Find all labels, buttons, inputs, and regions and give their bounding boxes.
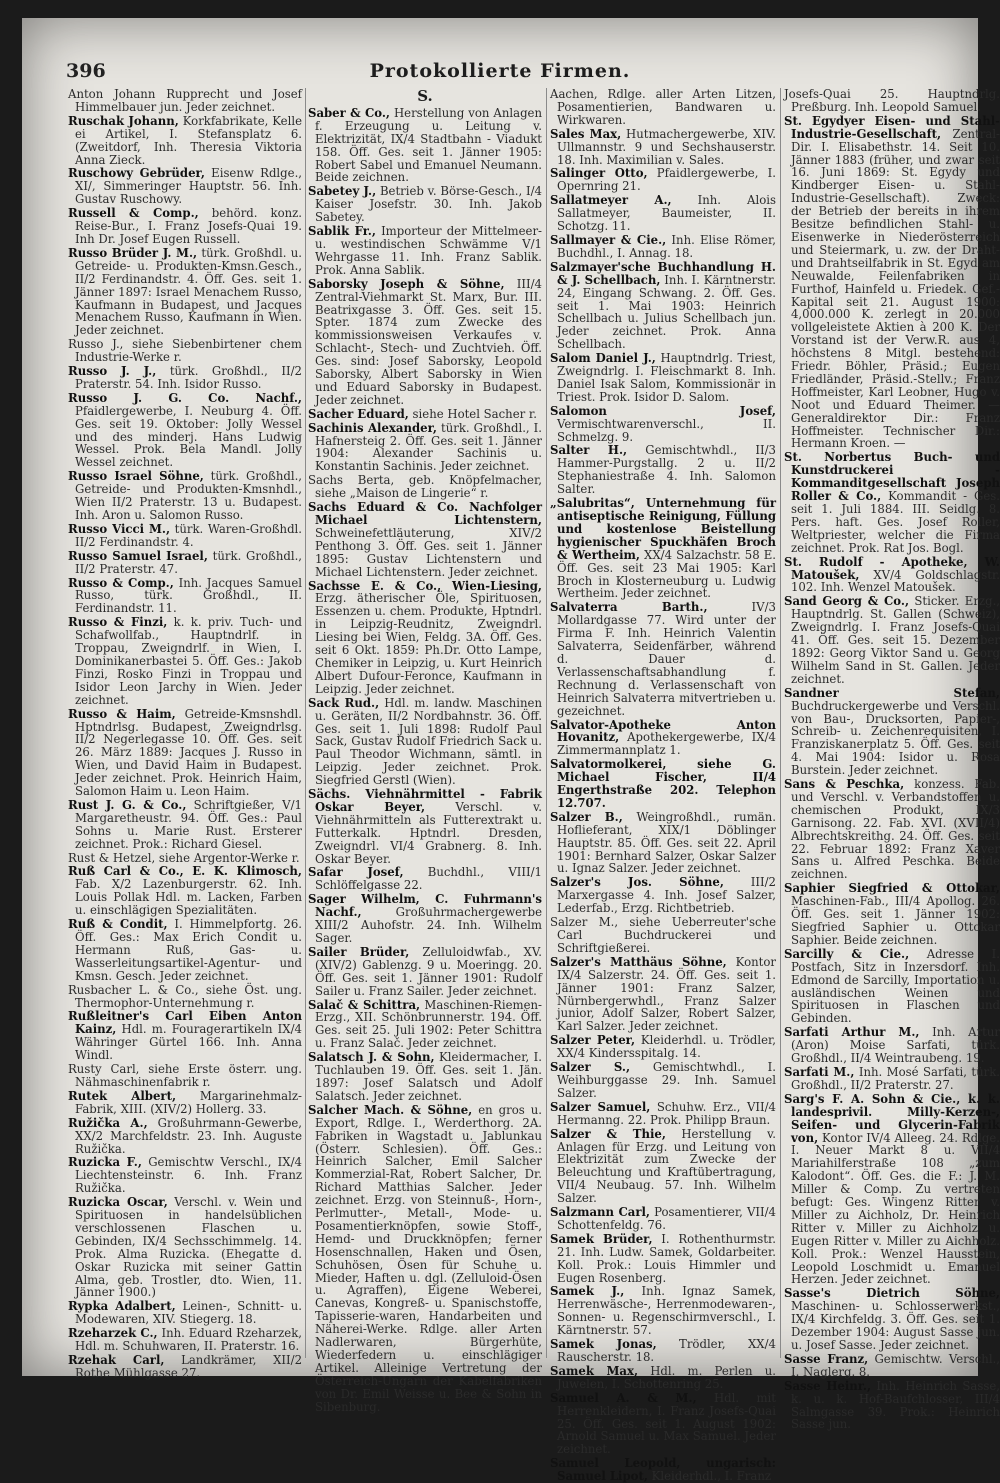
directory-entry bbox=[550, 719, 776, 758]
firm-name: Sasse's Dietrich Söhne, bbox=[784, 1286, 1000, 1301]
entry-text: Erzg. ätherischer Öle, Spirituosen, Essenzen u. chem. Produkte, Hptndrl. in Leipzig-Reudnitz, Zweigndrl. Liesing bei Wien, Feldg. 3A. Öff. Ges. seit 6 Okt. 1859: Ph.Dr. Otto Lampe, Chemiker in Leipzig, u. Kurt Heinrich Albert Dufour-Feronce, Kaufmann in Leipzig. Jeder zeichnet. bbox=[315, 591, 542, 696]
entry-text: Sticker. Erzg., Hauptndrlg. St. Gallen (Schweiz), Zweigndrlg. I. Franz Josefs-Quai 41. Öff. Ges. seit 15. Dezember 1892: Georg Viktor Sand u. Georg Wilhelm Sand in St. Gallen. Jeder zeichnet. bbox=[791, 594, 1000, 686]
entry-text: Adresse I. Postfach, Sitz in Inzersdorf. Inh. Edmond de Sarcilly, Importation u. ausländischen Weinen und Spirituosen in Flaschen und Gebinden. bbox=[791, 946, 1000, 1026]
firm-name: Russo J. G. Co. Nachf., bbox=[68, 390, 302, 405]
firm-name: Sallmayer & Cie., bbox=[550, 232, 667, 247]
entry-text: Landkrämer, XII/2 Rothe Mühlgasse 27. bbox=[75, 1353, 302, 1380]
entry-text: türk. Waren-Großhdl. II/2 Ferdinandstr. 4. bbox=[75, 521, 302, 549]
column-rule bbox=[780, 88, 781, 1358]
firm-name: Samek Max, bbox=[550, 1363, 639, 1378]
directory-entry bbox=[550, 128, 776, 167]
entry-text: Inh. Eduard Rzeharzek, Hdl. m. Schuhwaren, II. Praterstr. 16. bbox=[75, 1326, 302, 1354]
directory-entry bbox=[68, 1354, 302, 1380]
entry-text: III/2 Marxergasse 4. Inh. Josef Salzer, Lederfab., Erzg. Richtbetrieb. bbox=[557, 875, 776, 916]
entry-text: Schuhw. Erz., VII/4 Hermanng. 22. Prok. Philipp Braun. bbox=[557, 1099, 776, 1127]
directory-entry bbox=[550, 1128, 776, 1205]
entry-text: türk. Großhdl., II/2 Praterstr. 54. Inh. Isidor Russo. bbox=[75, 364, 302, 391]
firm-name: Salač & Schittra, bbox=[308, 997, 421, 1012]
directory-entry bbox=[550, 601, 776, 717]
directory-entry bbox=[784, 1380, 1000, 1432]
directory-entry bbox=[308, 788, 542, 865]
entry-text: Herstellung v. Anlagen für Erzg. und Leitung von Elektrizität zum Zwecke der Beleuchtung und Kraftübertragung, VII/4 Neubaug. 57. Inh. Wilhelm Salzer. bbox=[557, 1126, 776, 1206]
entry-text: Inh. I. Kärntnerstr. 24, Eingang Schwang. 2. Öff. Ges. seit 1. Mai 1903: Heinrich Schellbach u. Julius Schellbach jun. Jeder zeichnet. Prok. Anna Schellbach. bbox=[557, 272, 776, 352]
directory-entry bbox=[550, 1365, 776, 1391]
firm-name: Ružička A., bbox=[68, 1115, 148, 1130]
column-rule bbox=[546, 88, 547, 1358]
entry-text: k. k. priv. Tuch- und Schafwollfab., Hauptndrlf. in Troppau, Zweigndrlf. in Wien, I. Dominikanerbastei 5. Öff. Ges.: Jakob Finzi, Rosko Finzi in Troppau und Isidor Leon Jarchy in Wien. Jeder zeichnet. bbox=[75, 615, 302, 707]
directory-entry bbox=[784, 1287, 1000, 1352]
firm-name: Russo & Finzi, bbox=[68, 615, 168, 630]
firm-name: Sack Rud., bbox=[308, 695, 380, 710]
entry-text: Vermischtwarenverschl., II. Schmelzg. 9. bbox=[557, 416, 776, 444]
entry-text: Korkfabrikate, Kelle ei Artikel, I. Stefansplatz 6. (Zweitdorf, Inh. Theresia Viktoria Anna Zieck. bbox=[75, 113, 302, 167]
firm-name: Ruschowy Gebrüder, bbox=[68, 166, 205, 181]
entry-text: Gemischtwhdl., I. Weihburggasse 29. Inh. Samuel Salzer. bbox=[557, 1060, 776, 1100]
entry-text: Schriftgießer, V/1 Margaretheustr. 94. Öff. Ges.: Paul Sohns u. Marie Rust. Ersterer zeichnet. Prok.: Richard Giesel. bbox=[75, 797, 302, 851]
firm-name: Russo Brüder J. M., bbox=[68, 245, 198, 260]
firm-name: Salzer's Matthäus Söhne, bbox=[550, 954, 727, 969]
firm-name: Sarg's F. A. Sohn & Cie., k. k. landesprivil. Milly-Kerzen-, Seifen- und Glycerin-Fabrik von, bbox=[784, 1091, 1000, 1145]
directory-entry bbox=[550, 1206, 776, 1232]
firm-name: Sarcilly & Cie., bbox=[784, 946, 910, 961]
directory-entry bbox=[550, 1392, 776, 1457]
firm-name: Samek Jonas, bbox=[550, 1337, 657, 1352]
directory-entry bbox=[68, 550, 302, 576]
directory-entry bbox=[68, 470, 302, 522]
firm-name: Salzer Peter, bbox=[550, 1033, 636, 1048]
entry-text: Maschinen- u. Schlosserwerkst., IX/4 Kirchfeldg. 3. Öff. Ges. seit 1. Dezember 1904: August Sasse jun. u. Josef Sasse. Jeder zeichnet. bbox=[791, 1299, 1000, 1352]
entry-text: Inh. Elise Römer, Buchdhl., I. Annag. 18. bbox=[557, 232, 776, 260]
firm-name: Salzer S., bbox=[550, 1060, 631, 1075]
firm-name: Salzer's Jos. Söhne, bbox=[550, 875, 724, 890]
entry-text: Maschinen-Riemen-Erzg., XII. Schönbrunnerstr. 194. Öff. Ges. seit 25. Juli 1902: Peter Schittra u. Franz Salač. Jeder zeichnet. bbox=[315, 997, 542, 1051]
firm-name: Saborsky Joseph & Söhne, bbox=[308, 276, 505, 291]
directory-entry bbox=[68, 207, 302, 246]
directory-entry bbox=[784, 1066, 1000, 1092]
entry-text: türk. Großhdl. u. Getreide- u. Produkten-Kmsn.Gesch., II/2 Ferdinandstr. 4. Öff. Ges. seit 1. Jänner 1897: Israel Menachem Russo, Kaufmann in Budapest, und Jacques Menachem Russo, Kaufmann in Wien. Jeder zeichnet. bbox=[75, 245, 302, 338]
firm-name: Salter H., bbox=[550, 443, 628, 458]
firm-name: Salzer & Thie, bbox=[550, 1126, 666, 1141]
firm-name: Sachs Eduard & Co. Nachfolger Michael Lichtenstern, bbox=[308, 500, 542, 527]
firm-name: Samek Brüder, bbox=[550, 1231, 653, 1246]
directory-entry bbox=[68, 247, 302, 337]
firm-name: Salzmann Carl, bbox=[550, 1205, 650, 1220]
directory-entry bbox=[550, 1101, 776, 1127]
firm-name: Salinger Otto, bbox=[550, 166, 648, 181]
firm-name: Sacher Eduard, bbox=[308, 406, 409, 421]
directory-entry bbox=[68, 1327, 302, 1353]
entry-text: Aachen, Rdlge. aller Arten Litzen, Posamentierien, Bandwaren u. Wirkwaren. bbox=[550, 87, 776, 127]
entry-text: Hdl. mit Herrenkleidern, I. Franz Josefs-Quai 25. Öff. Ges. seit 1. August 1902: Arnold Samuel u. Max Samuel. Jeder zeichnet. bbox=[557, 1390, 776, 1457]
entry-text: türk. Großhdl., Getreide- und Produkten-Kmsnhdl., Wien II/2 Praterstr. 13 u. Budapest. Inh. Aron u. Salomon Russo. bbox=[75, 469, 302, 522]
firm-name: St. Rudolf - Apotheke, W. Matoušek, bbox=[784, 554, 1000, 582]
directory-entry bbox=[68, 1300, 302, 1326]
entry-text: Hdl. m. landw. Maschinen u. Geräten, II/2 Nordbahnstr. 36. Öff. Ges. seit 1. Juli 1898: Rudolf Paul Sack, Gustav Rudolf Friedrich Sack u. Paul Theodor Wichmann, sämtl. in Leipzig. Jeder zeichnet. Prok. Siegfried Gerstl (Wien). bbox=[315, 695, 543, 788]
firm-name: St. Norbertus Buch- und Kunstdruckerei - Kommanditgesellschaft Joseph Roller & Co., bbox=[784, 450, 1000, 504]
directory-entry bbox=[784, 1026, 1000, 1065]
directory-entry bbox=[550, 876, 776, 915]
directory-entry bbox=[308, 107, 542, 184]
directory-entry bbox=[308, 422, 542, 474]
firm-name: Rzeharzek C., bbox=[68, 1326, 158, 1341]
firm-name: Sasse Franz, bbox=[784, 1351, 869, 1366]
entry-text: Buchdhl., VIII/1 Schlöffelgasse 22. bbox=[315, 865, 542, 893]
firm-name: Safar Josef, bbox=[308, 865, 404, 880]
directory-entry bbox=[550, 811, 776, 876]
page-number: 396 bbox=[66, 60, 106, 82]
firm-name: Saber & Co., bbox=[308, 105, 391, 120]
directory-entry bbox=[308, 278, 542, 407]
directory-entry bbox=[68, 1063, 302, 1089]
directory-entry bbox=[308, 697, 542, 787]
firm-name: Sächs. Viehnährmittel - Fabrik Oskar Beyer, bbox=[308, 787, 542, 814]
entry-text: türk. Großhdl., II/2 Praterstr. 47. bbox=[75, 548, 303, 576]
directory-entry bbox=[784, 1353, 1000, 1379]
firm-name: Salzmayer'sche Buchhandlung H. & J. Schellbach, bbox=[550, 259, 776, 287]
column-3 bbox=[550, 87, 777, 1483]
entry-text: behörd. konz. Reise-Bur., I. Franz Josefs-Quai 19. Inh Dr. Josef Eugen Russell. bbox=[75, 206, 302, 246]
directory-entry bbox=[68, 167, 302, 206]
entry-text: Hdl. m. Fouragerartikeln IX/4 Währinger Gürtel 166. Inh. Anna Windl. bbox=[75, 1022, 302, 1063]
entry-text: Weingroßhdl., rumän. Hoflieferant, XIX/1 Döblinger Hauptstr. 85. Öff. Ges. seit 22. April 1901: Bernhard Salzer, Oskar Salzer u. Ignaz Salzer. Jeder zeichnet. bbox=[557, 809, 776, 876]
directory-entry bbox=[784, 595, 1000, 685]
directory-entry bbox=[68, 392, 302, 469]
running-head: Protokollierte Firmen. bbox=[369, 60, 631, 82]
directory-entry bbox=[550, 956, 776, 1033]
entry-text: Josefs-Quai 25. Hauptndrlg. Preßburg. Inh. Leopold Samuel. bbox=[784, 87, 1000, 114]
directory-entry bbox=[68, 799, 302, 851]
directory-entry bbox=[550, 194, 776, 233]
entry-text: Zentral-Dir. I. Elisabethstr. 14. Seit 10. Jänner 1883 (früher, und zwar seit 16. Juni 1869: St. Egydy und Kindberger Eisen- u. Stahl-Industrie-Gesellschaft). Zweck: der Betrieb der bereits in ihrem Besitze befindlichen Stahl- u. Eisenwerke in Niederösterreich und Steiermark, u. zw. der Draht- und Drahtseilfabrik in St. Egyd am Neuwalde, Feilenfabriken in Furthof, Hainfeld u. Friedek. Gef.-Kapital seit 21. August 1900: 4,000.000 K. zerlegt in 20.000 vollgeleistete Aktien à 200 K. Der Vorstand ist der Verw.R. aus 4, höchstens 8 Mitgl. bestehend: Friedr. Böhler, Präsid.; Eugen Friedländer, Präsid.-Stellv.; Franz Hoffmeister, Karl Leobner, Hugo v. Noot und Eduard Theimer. — Generaldirektor Dir.: Franz Hoffmeister. Technischer Dir.: Hermann Kroen. — bbox=[791, 126, 1000, 451]
entry-text: en gros u. Export, Rdlge. I., Werderthorg. 2A. Fabriken in Wagstadt u. Jablunkau (Österr. Schlesien). Öff. Ges.: Heinrich Salcher, Emil Salcher Kommerzial-Rat, Robert Salcher, Dr. Richard Matthias Salcher. Jeder zeichnet. Erzg. von Steinnuß-, Horn-, Perlmutter-, Metall-, Mode- u. Posamentierknöpfen, sowie Stoff-, Hemd- und Druckknöpfen; ferner Hosenschnallen, Haken und Ösen, Schuhösen, Ösen für Schuhe u. Mieder, Haften u. dgl. (Zelluloid-Ösen u. Agraffen), Eigene Weberei, Canevas, Kongreß- u. Spanischstoffe, Tapisserie-waren, Handarbeiten und Näherei-Werke. Rdlge. aller Arten Nadlerwaren, Bürgerhüte, Wiederfedern u. einschlägiger Artikel. Alleinige Vertretung der Österreich-Ungarn der Kabelfabriken von Dr. Emil Weisse u. Bee & Sohn in Sibenburg. bbox=[315, 1102, 542, 1414]
entry-text: Inh. Alois Sallatmeyer, Baumeister, II. Schotzg. 11. bbox=[557, 193, 776, 234]
directory-entry bbox=[68, 365, 302, 391]
directory-entry bbox=[68, 865, 302, 917]
firm-name: Samuel A. & M., bbox=[550, 1390, 697, 1405]
firm-name: Salcher Mach. & Söhne, bbox=[308, 1102, 473, 1117]
entry-text: Rusty Carl, siehe Erste österr. ung. Nähmaschinenfabrik r. bbox=[68, 1062, 302, 1089]
directory-entry bbox=[550, 1233, 776, 1285]
directory-entry bbox=[308, 185, 542, 224]
directory-entry bbox=[68, 616, 302, 706]
section-letter: S. bbox=[417, 87, 433, 105]
entry-text: Pfaidlergewerbe, I. Opernring 21. bbox=[557, 166, 776, 194]
entry-text: Großuhrmann-Gewerbe, XX/2 Marchfeldstr. 23. Inh. Auguste Ružička. bbox=[75, 1115, 302, 1156]
firm-name: Sachsse E. & Co., Wien-Liesing, bbox=[308, 578, 542, 593]
firm-name: Salvator-Apotheke Anton Hovanitz, bbox=[550, 717, 776, 745]
firm-name: Sandner Stefan, bbox=[784, 685, 1000, 700]
entry-text: Betrieb v. Börse-Gesch., I/4 Kaiser Josefstr. 30. Inh. Jakob Sabetey. bbox=[315, 184, 542, 225]
entry-text: Inh. Heinrich Sasse, k. u. k. Hof-Baufchlosser, III/4 Salmgasse 39. Prok.: Heinrich Sasse jun. bbox=[791, 1378, 1000, 1432]
entry-text: Inh. Artur (Aron) Moise Sarfati, türk. Großhdl., II/4 Weintraubeng. 19. bbox=[791, 1025, 1000, 1066]
entry-text: Gemischtwhdl., II/3 Hammer-Purgstallg. 2 u. II/2 Stephaniestraße 4. Inh. Salomon Salter. bbox=[557, 443, 776, 497]
entry-text: Inh. Ignaz Samek, Herrenwäsche-, Herrenmodewaren-, Sonnen- u. Regenschirmverschl., I. Kärntnerstr. 57. bbox=[557, 1284, 776, 1338]
entry-text: Getreide-Kmsnshdl. Hptndrlsg. Budapest, Zweigndrlsg. II/2 Negerlegasse 10. Öff. Ges. seit 26. März 1889: Jacques J. Russo in Wien, und David Haim in Budapest. Jeder zeichnet. Prok. Heinrich Haim, Salomon Haim u. Leon Haim. bbox=[75, 706, 302, 799]
directory-entry bbox=[784, 115, 1000, 451]
entry-text: Inh. Jacques Samuel Russo, türk. Großhdl., II. Ferdinandstr. 11. bbox=[75, 575, 302, 616]
directory-entry bbox=[68, 1196, 302, 1299]
firm-name: Sablik Fr., bbox=[308, 224, 376, 239]
firm-name: Saphier Siegfried & Ottokar, bbox=[784, 881, 1000, 896]
firm-name: Salvaterra Barth., bbox=[550, 600, 708, 615]
firm-name: Sailer Brüder, bbox=[308, 944, 410, 959]
directory-entry bbox=[308, 474, 542, 500]
firm-name: Salatsch J. & Sohn, bbox=[308, 1050, 435, 1065]
entry-text: I. Himmelpfortg. 26. Öff. Ges.: Max Erich Condit u. Hermann Ruß, Gas- u. Wasserleitungsartikel-Agentur- und Kmsn. Gesch. Jeder zeichnet. bbox=[75, 917, 302, 983]
firm-name: Sans & Peschka, bbox=[784, 777, 905, 792]
firm-name: Rust J. G. & Co., bbox=[68, 797, 187, 812]
directory-entry bbox=[550, 444, 776, 496]
firm-name: „Salubritas“, Unternehmung für antiseptische Reinigung, Füllung und kostenlose Beistellung hygienischer Spuckhäfen Broch & Wertheim, bbox=[550, 496, 776, 562]
entry-text: Kleiderhdl., I. Franz bbox=[647, 1469, 772, 1483]
directory-entry bbox=[784, 556, 1000, 595]
directory-entry bbox=[308, 893, 542, 945]
entry-text: III/4 Zentral-Viehmarkt St. Marx, Bur. III. Beatrixgasse 3. Öff. Ges. seit 15. Spter. 1874 zum Zwecke des kommissionsweisen Verkaufes v. Schlacht-, Stech- und Zuchtvieh. Öff. Ges. sind: Josef Saborsky, Leopold Saborsky, Albert Saborsky in Wien und Eduard Saborsky in Budapest. Jeder zeichnet. bbox=[315, 276, 542, 407]
entry-text: Margarinehmalz-Fabrik, XIII. (XIV/2) Hollerg. 33. bbox=[75, 1088, 302, 1116]
entry-text: Kommandit - Ges. seit 1. Juli 1884. III. Seidlg. 8. Pers. haft. Ges. Josef Roller, Weltpriester, welcher die Firma zeichnet. Prok. Rat Jos. Bogl. bbox=[791, 489, 1000, 555]
firm-name: Salomon Josef, bbox=[550, 403, 776, 418]
entry-text: Rust & Hetzel, siehe Argentor-Werke r. bbox=[68, 850, 300, 865]
entry-text: XV/4 Goldschlagstr. 102. Inh. Wenzel Matoušek. bbox=[791, 567, 1000, 595]
directory-entry bbox=[308, 501, 542, 578]
entry-text: Schweinefettläuterung, XIV/2 Penthong 3. Öff. Ges. seit 1. Jänner 1895: Gustav Lichtenstern und Michael Lichtenstern. Jeder zeichnet. bbox=[315, 525, 542, 579]
directory-entry bbox=[550, 1034, 776, 1060]
entry-text: Kleiderhdl. u. Trödler, XX/4 Kindersspitalg. 14. bbox=[557, 1033, 777, 1061]
entry-text: Gemischtw. Verschl., I. Naglerg. 8. bbox=[791, 1351, 1000, 1379]
entry-text: Hauptndrlg. Triest, Zweigndrlg. I. Fleischmarkt 8. Inh. Daniel Isak Salom, Kommissionär in Triest. Prok. Isidor D. Salom. bbox=[557, 351, 776, 404]
entry-text: Importeur der Mittelmeer- u. westindischen Schwämme V/1 Wehrgasse 11. Inh. Franz Sablik. Prok. Anna Sablik. bbox=[315, 224, 543, 277]
firm-name: Sachinis Alexander, bbox=[308, 420, 437, 435]
firm-name: Samuel Leopold, ungarisch: Samuel Lipot, bbox=[550, 1456, 776, 1483]
firm-name: Salzer Samuel, bbox=[550, 1099, 651, 1114]
entry-text: Anton Johann Rupprecht und Josef Himmelbauer jun. Jeder zeichnet. bbox=[68, 87, 302, 114]
firm-name: Russo Israel Söhne, bbox=[68, 469, 204, 484]
firm-name: Russo & Haim, bbox=[68, 706, 176, 721]
firm-name: Russo Vicci M., bbox=[68, 521, 171, 536]
entry-text: Kontor IV/4 Alleeg. 24. Rdlge. I. Neuer Markt 8 u. VII/4 Mariahilferstraße 108 „zum Kalodont“. Öff. Ges. die F.: J. M. Miller & Comp. Zu vertreten befugt: Ges. Wingenz Ritter v. Miller zu Aichholz, Dr. Heinrich Ritter v. Miller zu Aichholz u. Eugen Ritter v. Miller zu Aichholz. Koll. Prok.: Wenzel Hausstein, Leopold Loschmidt u. Emanuel Herzen. Jeder zeichnet. bbox=[791, 1130, 1000, 1287]
firm-name: Sallatmeyer A., bbox=[550, 193, 672, 208]
directory-entry bbox=[68, 708, 302, 798]
firm-name: Sasse Heinr., bbox=[784, 1378, 872, 1393]
firm-name: Ruß & Condit, bbox=[68, 917, 168, 932]
directory-entry bbox=[308, 1051, 542, 1103]
firm-name: Sales Max, bbox=[550, 126, 622, 141]
firm-name: Rzehak Carl, bbox=[68, 1353, 165, 1367]
entry-text: Rusbacher L. & Co., siehe Öst. ung. Thermophor-Unternehmung r. bbox=[68, 982, 302, 1010]
firm-name: Russell & Comp., bbox=[68, 206, 199, 221]
firm-name: Samek J., bbox=[550, 1284, 625, 1299]
entry-text: XX/4 Salzachstr. 58 E. Öff. Ges. seit 23 Mai 1905: Karl Broch in Klosterneuburg u. Ludwig Wertheim. Jeder zeichnet. bbox=[557, 547, 776, 601]
entry-text: Hutmachergewerbe, XIV. Ullmannstr. 9 und Sechshauserstr. 18. Inh. Maximilian v. Sales. bbox=[557, 126, 776, 167]
directory-entry bbox=[68, 918, 302, 983]
directory-entry bbox=[550, 1285, 776, 1337]
directory-entry bbox=[68, 577, 302, 616]
entry-text: IV/3 Mollardgasse 77. Wird unter der Firma F. Inh. Heinrich Valentin Salvaterra, Seidenfärber, während d. Dauer d. Verlassenschaftsabhandlung f. Rechnung d. Verlassenschaft von Heinrich Salvaterra mitvertrieben u. gezeichnet. bbox=[557, 600, 776, 718]
directory-entry bbox=[68, 1010, 302, 1062]
column-4 bbox=[784, 87, 1000, 1432]
directory-entry bbox=[550, 352, 776, 404]
firm-name: Sarfati Arthur M., bbox=[784, 1025, 920, 1040]
entry-text: Verschl. v. Wein und Spirituosen in handelsüblichen verschlossenen Flaschen u. Gebinden, IX/4 Sechsschimmelg. 14. Prok. Alma Ruzicka. (Ehegatte d. Oskar Ruzicka mit seiner Gattin Alma, geb. Trostler, dto. Wien, 11. Jänner 1900.) bbox=[75, 1195, 302, 1300]
firm-name: Ruzicka F., bbox=[68, 1155, 142, 1170]
entry-text: Gemischtw Verschl., IX/4 Liechtensteinstr. 6. Inh. Franz Ružička. bbox=[75, 1155, 302, 1196]
directory-entry bbox=[784, 948, 1000, 1025]
directory-entry bbox=[68, 1156, 302, 1195]
entry-text: Zelluloidwfab., XV. (XIV/2) Gablenzg. 9 u. Moeringg. 20. Öff. Ges. seit 1. Jänner 1901: Rudolf Sailer u. Franz Sailer. Jeder zeichnet. bbox=[315, 944, 542, 998]
firm-name: Rutek Albert, bbox=[68, 1088, 177, 1103]
directory-entry bbox=[68, 115, 302, 167]
entry-text: konzess. Fab. und Verschl. v. Verbandstoffen u. chemischen Produkt, IX/3 Garnisong. 22. Fab. XVI. (XVII/4) Albrechtskreithg. 24. Öff. Ges. seit 22. Februar 1892: Franz Xaver Sans u. Alfred Peschka. Beide zeichnen. bbox=[791, 777, 1000, 882]
firm-name: St. Egydyer Eisen- und Stahl-Industrie-Gesellschaft, bbox=[784, 113, 1000, 141]
firm-name: Russo Samuel Israel, bbox=[68, 548, 208, 563]
firm-name: Russo J. J., bbox=[68, 364, 157, 379]
entry-text: Maschinen-Fab., III/4 Apollog. 26. Öff. Ges. seit 1. Jänner 1902: Siegfried Saphier u. Ottokar Saphier. Beide zeichnen. bbox=[791, 894, 1000, 947]
directory-entry bbox=[550, 261, 776, 351]
firm-name: Ruzicka Oscar, bbox=[68, 1195, 168, 1210]
entry-text: Hdl. m. Perlen u. Juwelen, I. Schottenring 25. bbox=[557, 1363, 776, 1391]
entry-text: siehe Hotel Sacher r. bbox=[408, 406, 537, 421]
directory-entry bbox=[68, 1090, 302, 1116]
directory-entry bbox=[550, 234, 776, 260]
firm-name: Sabetey J., bbox=[308, 184, 377, 199]
entry-text: Inh. Mosé Sarfati, türk. Großhdl., II/2 Praterstr. 27. bbox=[791, 1064, 1000, 1092]
directory-entry bbox=[784, 882, 1000, 947]
directory-entry bbox=[784, 778, 1000, 881]
column-rule bbox=[305, 88, 306, 1358]
directory-entry bbox=[68, 523, 302, 549]
entry-text: Apothekergewerbe, IX/4 Zimmermannplatz 1. bbox=[557, 730, 776, 758]
directory-entry bbox=[308, 408, 542, 421]
directory-entry bbox=[68, 88, 302, 114]
firm-name: Russo & Comp., bbox=[68, 575, 174, 590]
entry-text: Buchdruckergewerbe und Verschl. von Bau-, Drucksorten, Papier-, Schreib- u. Zeichenrequisiten, I. Franziskanerplatz 5. Öff. Ges. seit 4. Mai 1904: Isidor u. Rosa Burstein. Jeder zeichnet. bbox=[791, 698, 1000, 778]
entry-text: I. Rothenthurmstr. 21. Inh. Ludw. Samek, Goldarbeiter. Koll. Prok.: Louis Himmler und Eugen Rosenberg. bbox=[557, 1231, 776, 1285]
entry-text: Verschl. v. Viehnährmitteln als Futterextrakt u. Futterkalk. Hptndrl. Dresden, Zweigndrl. VI/4 Grabnerg. 8. Inh. Oskar Beyer. bbox=[315, 799, 542, 866]
directory-entry bbox=[550, 916, 776, 955]
directory-entry bbox=[550, 1061, 776, 1100]
directory-entry bbox=[784, 1093, 1000, 1287]
firm-name: Salzer B., bbox=[550, 809, 623, 824]
directory-entry bbox=[550, 497, 776, 600]
entry-text: türk. Großhdl., I. Hafnersteig 2. Öff. Ges. seit 1. Jänner 1904: Alexander Sachinis u. Konstantin Sachinis. Jeder zeichnet. bbox=[315, 420, 543, 474]
entry-text: Russo J., siehe Siebenbirtener chem Industrie-Werke r. bbox=[68, 337, 302, 365]
entry-text: Leinen-, Schnitt- u. Modewaren, XIV. Stiegerg. 18. bbox=[75, 1299, 302, 1327]
firm-name: Salom Daniel J., bbox=[550, 351, 656, 366]
firm-name: Rypka Adalbert, bbox=[68, 1299, 176, 1314]
directory-entry bbox=[68, 984, 302, 1010]
directory-entry bbox=[550, 1457, 776, 1483]
directory-entry bbox=[308, 999, 542, 1051]
firm-name: Ruschak Johann, bbox=[68, 113, 179, 128]
directory-entry bbox=[68, 852, 302, 865]
directory-entry bbox=[550, 167, 776, 193]
firm-name: Ruß Carl & Co., E. K. Klimosch, bbox=[68, 864, 302, 879]
directory-entry bbox=[550, 1338, 776, 1364]
firm-name: Sand Georg & Co., bbox=[784, 594, 910, 609]
directory-entry bbox=[308, 225, 542, 277]
firm-name: Sager Wilhelm, C. Fuhrmann's Nachf., bbox=[308, 892, 542, 920]
directory-entry bbox=[784, 451, 1000, 554]
entry-text: Eisenw Rdlge., XI/, Simmeringer Hauptstr. 56. Inh. Gustav Ruschowy. bbox=[75, 166, 302, 207]
directory-entry bbox=[68, 338, 302, 364]
directory-entry bbox=[550, 405, 776, 444]
directory-entry bbox=[308, 580, 542, 696]
entry-text: Pfaidlergewerbe, I. Neuburg 4. Öff. Ges. seit 19. Oktober: Jolly Wessel und des minderj. Hans Ludwig Wessel. Prok. Bela Mandl. Jolly Wessel zeichnet. bbox=[75, 403, 302, 470]
directory-entry bbox=[308, 866, 542, 892]
entry-text: Fab. X/2 Lazenburgerstr. 62. Inh. Louis Pollak Hdl. m. Lacken, Farben u. einschlägigen Spezialitäten. bbox=[75, 877, 302, 918]
directory-entry bbox=[308, 1104, 542, 1414]
directory-entry bbox=[550, 758, 776, 810]
firm-name: Rußleitner's Carl Eiben Anton Kainz, bbox=[68, 1009, 302, 1037]
firm-name: Sarfati M., bbox=[784, 1064, 855, 1079]
entry-text: Trödler, XX/4 Rauscherstr. 18. bbox=[557, 1337, 776, 1364]
firm-name: Salvatormolkerei, siehe G. Michael Fischer, II/4 Engerthstraße 202. Telephon 12.707. bbox=[550, 757, 776, 810]
book-page bbox=[22, 18, 1000, 1483]
directory-entry bbox=[308, 946, 542, 998]
directory-entry bbox=[68, 1117, 302, 1156]
entry-text: Posamentierer, VII/4 Schottenfeldg. 76. bbox=[557, 1205, 776, 1232]
column-2 bbox=[308, 87, 543, 1414]
entry-text: Sachs Berta, geb. Knöpfelmacher, siehe „Maison de Lingerie“ r. bbox=[308, 473, 542, 501]
entry-text: Herstellung von Anlagen f. Erzeugung u. Leitung v. Elektrizität, IX/4 Stadtbahn - Viadukt 158. Öff. Ges. seit 1. Jänner 1905: Robert Sabel und Emanuel Neumann. Beide zeichnen. bbox=[315, 105, 543, 185]
entry-text: Salzer M., siehe Ueberreuter'sche Carl Buchdruckerei und Schriftgießerei. bbox=[550, 915, 776, 955]
directory-entry bbox=[784, 687, 1000, 777]
entry-text: Kontor IX/4 Salzerstr. 24. Öff. Ges. seit 1. Jänner 1901: Franz Salzer, Nürnbergerwhdl., Franz Salzer junior, Adolf Salzer, Robert Salzer, Karl Salzer. Jeder zeichnet. bbox=[557, 954, 776, 1034]
directory-entry bbox=[550, 88, 776, 127]
entry-text: Kleidermacher, I. Tuchlauben 19. Öff. Ges. seit 1. Jän. 1897: Josef Salatsch und Adolf Salatsch. Jeder zeichnet. bbox=[315, 1050, 542, 1103]
directory-entry bbox=[784, 88, 1000, 114]
column-1 bbox=[68, 87, 303, 1380]
entry-text: Großuhrmachergewerbe XIII/2 Auhofstr. 24. Inh. Wilhelm Sager. bbox=[315, 905, 542, 945]
